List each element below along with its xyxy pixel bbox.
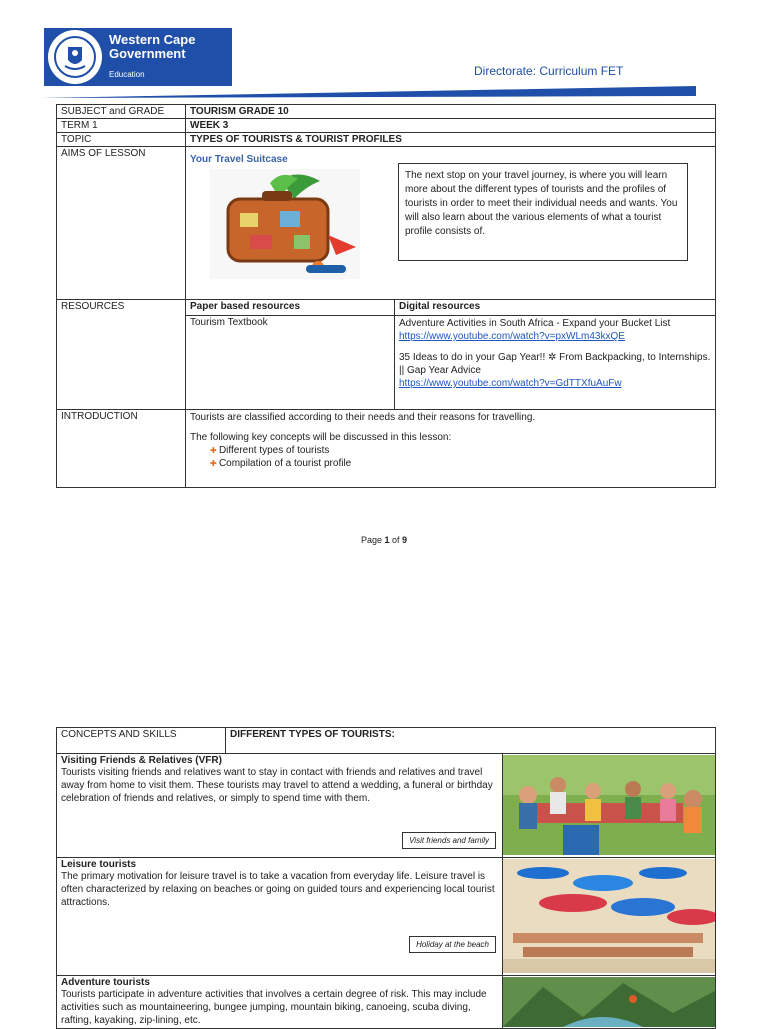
aims-label: AIMS OF LESSON xyxy=(57,147,186,300)
section-body-leisure: The primary motivation for leisure travel is to take a vacation from everyday life. Leisure travel is often characterized by relaxing on beaches or going on guided tours and experiencing local tourist attractions. xyxy=(61,871,495,908)
resources-label: RESOURCES xyxy=(57,300,186,410)
coat-of-arms-icon xyxy=(48,30,102,84)
concepts-heading: DIFFERENT TYPES OF TOURISTS: xyxy=(226,728,716,754)
aims-textbox: The next stop on your travel journey, is where you will learn more about the different types of tourists and the profiles of tourists in order to meet their individual needs and wants. You will also learn about the various elements of what a tourist profile consists of. xyxy=(398,163,688,261)
topic-value: TYPES OF TOURISTS & TOURIST PROFILES xyxy=(186,133,716,147)
logo-title: Western Cape Government xyxy=(109,32,196,61)
digital-resources-header: Digital resources xyxy=(395,300,716,316)
section-title-adventure: Adventure tourists xyxy=(61,977,150,988)
section-body-vfr: Tourists visiting friends and relatives want to stay in contact with friends and relatives and travel away from home to visit them. These tourists may travel to attend a wedding, a funeral or birthday celebration of friends and relatives, or simply to spend time with them. xyxy=(61,767,493,804)
lesson-info-table xyxy=(56,104,716,488)
caption-leisure: Holiday at the beach xyxy=(409,936,496,953)
concepts-label: CONCEPTS AND SKILLS xyxy=(57,728,226,754)
digital-resource-1-link[interactable]: https://www.youtube.com/watch?v=pxWLm43kxQE xyxy=(399,331,625,342)
header-swoosh xyxy=(40,84,700,102)
digital-resource-2-title: 35 Ideas to do in your Gap Year!! ✲ From Backpacking, to Internships. || Gap Year Advice xyxy=(399,352,711,376)
term-label: TERM 1 xyxy=(57,119,186,133)
list-item: ✚ Compilation of a tourist profile xyxy=(210,457,711,470)
subject-value: TOURISM GRADE 10 xyxy=(186,105,716,119)
digital-resource-2-link[interactable]: https://www.youtube.com/watch?v=GdTTXfuAuFw xyxy=(399,378,622,389)
logo-subtitle: Education xyxy=(109,70,145,79)
wcg-logo xyxy=(44,28,232,86)
suitcase-illustration xyxy=(210,169,360,279)
beach-photo xyxy=(503,859,715,973)
suitcase-title: Your Travel Suitcase xyxy=(190,154,288,165)
directorate-label: Directorate: Curriculum FET xyxy=(474,64,624,78)
section-body-adventure: Tourists participate in adventure activities that involves a certain degree of risk. This may include activities such as mountaineering, bungee jumping, mountain biking, canoeing, scuba diving, rafting, kayaking, zip-lining, etc. xyxy=(61,989,487,1026)
paper-resources-header: Paper based resources xyxy=(186,300,395,316)
adventure-photo xyxy=(503,977,715,1027)
concepts-table xyxy=(56,727,716,1029)
section-title-vfr: Visiting Friends & Relatives (VFR) xyxy=(61,755,222,766)
list-item: ✚ Different types of tourists xyxy=(210,444,711,457)
topic-label: TOPIC xyxy=(57,133,186,147)
week-value: WEEK 3 xyxy=(186,119,716,133)
paper-resource-item: Tourism Textbook xyxy=(186,316,395,410)
intro-bullet-list xyxy=(190,444,711,470)
subject-label: SUBJECT and GRADE xyxy=(57,105,186,119)
section-title-leisure: Leisure tourists xyxy=(61,859,137,870)
page-number: Page 1 of 9 xyxy=(360,535,408,545)
intro-line-2: The following key concepts will be discussed in this lesson: xyxy=(190,432,452,443)
introduction-label: INTRODUCTION xyxy=(57,410,186,488)
digital-resource-1-title: Adventure Activities in South Africa - Expand your Bucket List xyxy=(399,318,671,329)
sparkle-icon: ✲ xyxy=(548,352,557,363)
caption-vfr: Visit friends and family xyxy=(402,832,496,849)
family-photo xyxy=(503,755,715,855)
intro-line-1: Tourists are classified according to their needs and their reasons for travelling. xyxy=(190,412,536,423)
